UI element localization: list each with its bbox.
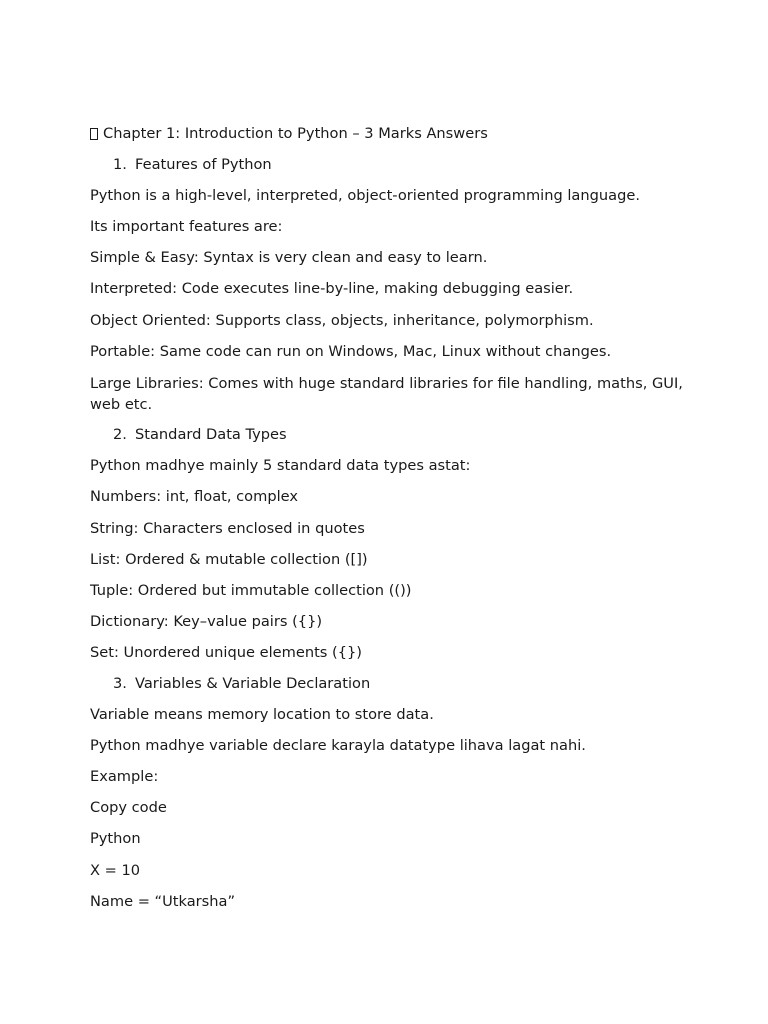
missing-glyph-icon [90, 128, 98, 140]
paragraph: Numbers: int, float, complex [90, 488, 298, 506]
section-heading-1 [90, 155, 690, 176]
code-line: Name = “Utkarsha” [90, 892, 236, 910]
paragraph: Simple & Easy: Syntax is very clean and easy to learn. [90, 249, 488, 267]
document-page [90, 124, 690, 923]
paragraph: Interpreted: Code executes line-by-line, making debugging easier. [90, 280, 574, 298]
section-number: 2. [113, 426, 127, 444]
paragraph: Python madhye variable declare karayla datatype lihava lagat nahi. [90, 737, 586, 755]
paragraph: Large Libraries: Comes with huge standard libraries for file handling, maths, GUI, web etc. [90, 374, 683, 413]
paragraph: List: Ordered & mutable collection ([]) [90, 550, 368, 568]
paragraph: Variable means memory location to store data. [90, 706, 434, 724]
paragraph: Python [90, 830, 141, 848]
section-heading-text: Features of Python [135, 156, 272, 174]
paragraph: Set: Unordered unique elements ({}) [90, 643, 362, 661]
section-number: 3. [113, 675, 127, 692]
paragraph: Python is a high-level, interpreted, object-oriented programming language. [90, 187, 640, 205]
code-line: X = 10 [90, 861, 141, 879]
paragraph: Object Oriented: Supports class, objects, inheritance, polymorphism. [90, 311, 594, 329]
paragraph: Python madhye mainly 5 standard data types astat: [90, 457, 471, 475]
section-number: 1. [113, 156, 127, 174]
section-heading-2 [90, 425, 690, 446]
section-heading-text: Standard Data Types [135, 426, 287, 444]
paragraph: Copy code [90, 799, 167, 817]
document-title-text: Chapter 1: Introduction to Python – 3 Marks Answers [103, 125, 488, 142]
paragraph: String: Characters enclosed in quotes [90, 519, 365, 537]
document-title [90, 124, 690, 145]
section-heading-3 [90, 674, 690, 695]
paragraph: Dictionary: Key–value pairs ({}) [90, 612, 323, 630]
paragraph: Tuple: Ordered but immutable collection (()) [90, 581, 412, 599]
paragraph: Example: [90, 768, 159, 786]
section-heading-text: Variables & Variable Declaration [135, 675, 371, 692]
paragraph: Portable: Same code can run on Windows, Mac, Linux without changes. [90, 342, 612, 360]
paragraph: Its important features are: [90, 218, 283, 236]
